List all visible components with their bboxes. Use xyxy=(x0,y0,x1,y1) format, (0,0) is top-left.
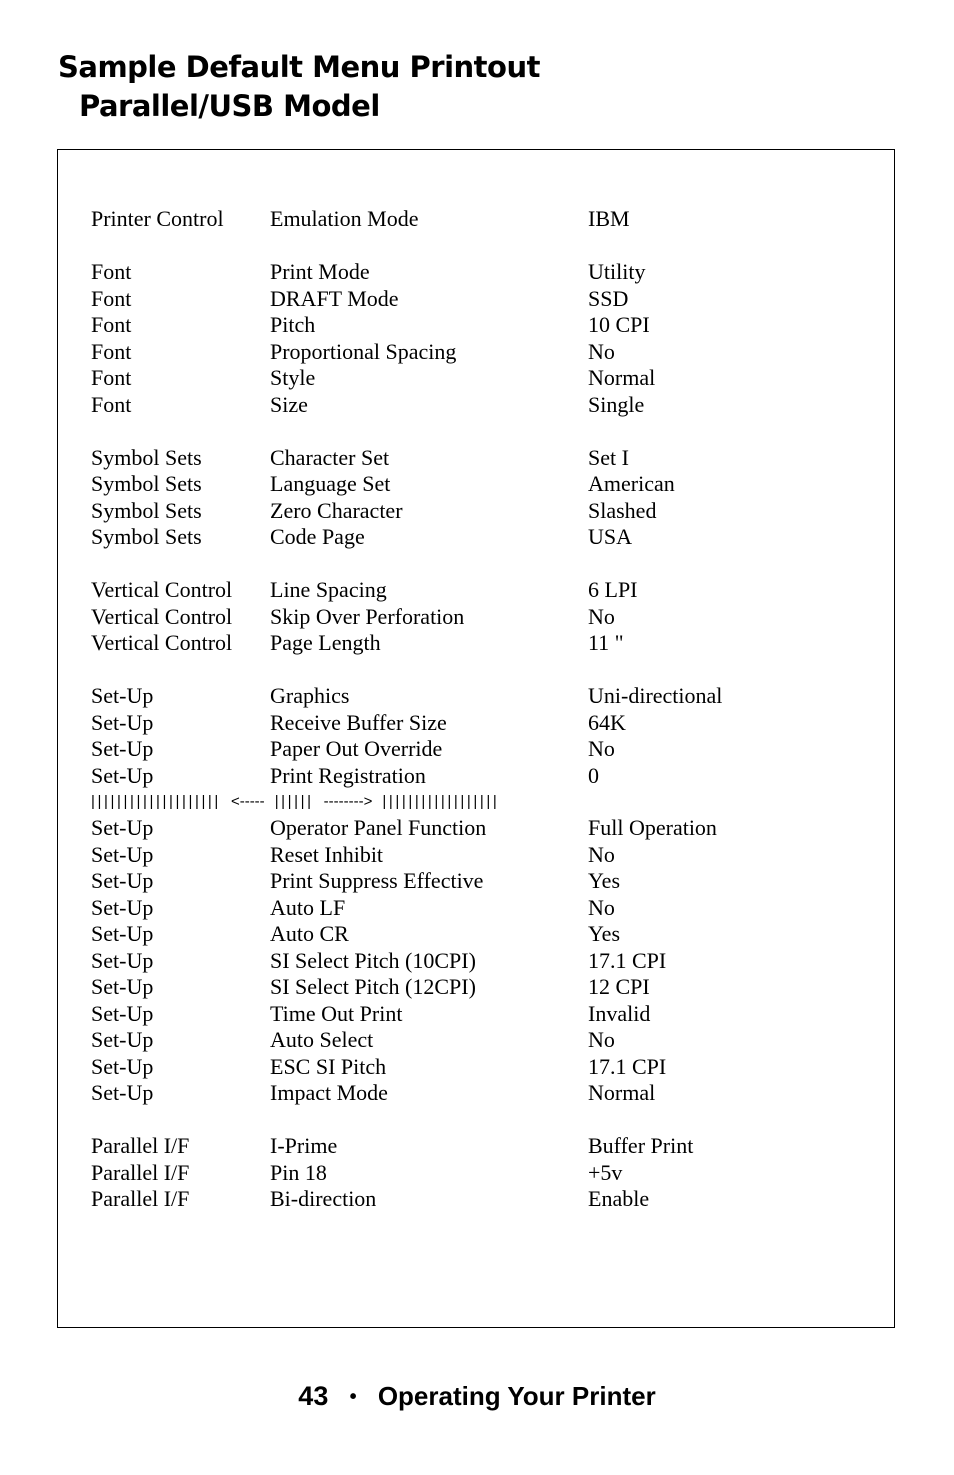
menu-value: Buffer Print xyxy=(588,1133,694,1158)
menu-category: Set-Up xyxy=(91,762,154,788)
menu-row xyxy=(91,524,881,551)
menu-value: USA xyxy=(588,524,633,549)
menu-item: ESC SI Pitch xyxy=(270,1053,387,1079)
menu-row xyxy=(91,471,881,498)
menu-value: Single xyxy=(588,391,645,417)
menu-category: Vertical Control xyxy=(91,603,233,629)
menu-row xyxy=(91,736,881,763)
menu-value: 10 CPI xyxy=(588,312,650,337)
menu-item: Reset Inhibit xyxy=(270,841,384,867)
menu-value: 17.1 CPI xyxy=(588,947,667,973)
menu-item: Skip Over Perforation xyxy=(270,603,465,629)
menu-value: +5v xyxy=(588,1159,623,1185)
menu-item: Print Registration xyxy=(270,762,426,788)
menu-row xyxy=(91,1080,881,1107)
menu-item: Impact Mode xyxy=(270,1080,388,1105)
menu-item: Print Mode xyxy=(270,259,370,284)
menu-value: Normal xyxy=(588,365,656,390)
menu-value: No xyxy=(588,841,615,867)
menu-category: Set-Up xyxy=(91,894,154,920)
menu-category: Font xyxy=(91,259,132,284)
menu-category: Set-Up xyxy=(91,709,154,735)
menu-item: Proportional Spacing xyxy=(270,338,457,364)
title-line-1: Sample Default Menu Printout xyxy=(58,50,540,84)
menu-value: 12 CPI xyxy=(588,974,650,999)
menu-item: Line Spacing xyxy=(270,577,387,602)
page-title xyxy=(58,48,540,126)
menu-item: Pin 18 xyxy=(270,1159,327,1185)
menu-category: Font xyxy=(91,312,132,337)
menu-row xyxy=(91,1054,881,1081)
divider-left-arrow: <----- xyxy=(230,793,265,810)
menu-value: 17.1 CPI xyxy=(588,1053,667,1079)
menu-category: Symbol Sets xyxy=(91,497,202,523)
menu-value: 6 LPI xyxy=(588,577,638,602)
menu-value: Yes xyxy=(588,868,621,893)
menu-value: Yes xyxy=(588,921,621,946)
menu-category: Parallel I/F xyxy=(91,1133,190,1158)
menu-value: Uni-directional xyxy=(588,683,723,708)
menu-category: Vertical Control xyxy=(91,630,233,655)
menu-row xyxy=(91,259,881,286)
menu-item: Language Set xyxy=(270,471,391,496)
menu-row xyxy=(91,445,881,472)
menu-category: Font xyxy=(91,391,132,417)
menu-row xyxy=(91,921,881,948)
menu-item: SI Select Pitch (10CPI) xyxy=(270,947,476,973)
menu-category: Set-Up xyxy=(91,1080,154,1105)
menu-item: Time Out Print xyxy=(270,1000,403,1026)
menu-item: Code Page xyxy=(270,524,365,549)
menu-row xyxy=(91,895,881,922)
menu-category: Set-Up xyxy=(91,1000,154,1026)
divider-right-bars: |||||||||||||||||| xyxy=(382,793,500,810)
menu-item: Emulation Mode xyxy=(270,206,419,231)
menu-category: Printer Control xyxy=(91,206,224,231)
divider-right-arrow: --------> xyxy=(323,793,373,810)
menu-value: No xyxy=(588,338,615,364)
menu-row xyxy=(91,815,881,842)
menu-item: Zero Character xyxy=(270,497,403,523)
menu-category: Set-Up xyxy=(91,868,154,893)
menu-value: Enable xyxy=(588,1186,650,1211)
menu-row xyxy=(91,312,881,339)
page-number: 43 xyxy=(298,1381,329,1411)
menu-value: American xyxy=(588,471,675,496)
menu-category: Vertical Control xyxy=(91,577,233,602)
menu-value: 64K xyxy=(588,709,626,735)
menu-category: Set-Up xyxy=(91,841,154,867)
menu-row xyxy=(91,392,881,419)
menu-value: No xyxy=(588,736,615,761)
menu-row xyxy=(91,1027,881,1054)
menu-category: Font xyxy=(91,365,132,390)
menu-settings-list xyxy=(91,206,881,1213)
menu-row xyxy=(91,763,881,790)
menu-row xyxy=(91,604,881,631)
menu-category: Symbol Sets xyxy=(91,471,202,496)
menu-item: Size xyxy=(270,391,308,417)
menu-row xyxy=(91,710,881,737)
menu-value: Normal xyxy=(588,1080,656,1105)
menu-row xyxy=(91,630,881,657)
menu-value: 11 " xyxy=(588,630,624,655)
menu-item: Auto LF xyxy=(270,894,346,920)
divider-left-bars: |||||||||||||||||||| xyxy=(91,793,221,810)
menu-item: Pitch xyxy=(270,312,316,337)
menu-row xyxy=(91,339,881,366)
menu-row xyxy=(91,974,881,1001)
menu-row xyxy=(91,1160,881,1187)
menu-item: DRAFT Mode xyxy=(270,285,399,311)
menu-printout-box xyxy=(57,149,895,1328)
menu-row xyxy=(91,868,881,895)
menu-category: Set-Up xyxy=(91,947,154,973)
menu-item: Paper Out Override xyxy=(270,736,443,761)
menu-item: Print Suppress Effective xyxy=(270,868,484,893)
menu-row xyxy=(91,206,881,233)
menu-category: Set-Up xyxy=(91,815,154,840)
menu-row xyxy=(91,683,881,710)
menu-item: SI Select Pitch (12CPI) xyxy=(270,974,476,999)
menu-item: Character Set xyxy=(270,444,390,470)
menu-category: Set-Up xyxy=(91,1027,154,1052)
menu-item: I-Prime xyxy=(270,1133,338,1158)
footer-section-title: Operating Your Printer xyxy=(377,1381,656,1411)
menu-item: Page Length xyxy=(270,630,381,655)
menu-item: Style xyxy=(270,365,316,390)
menu-item: Graphics xyxy=(270,683,350,708)
menu-row xyxy=(91,1133,881,1160)
menu-category: Symbol Sets xyxy=(91,524,202,549)
menu-value: Utility xyxy=(588,259,646,284)
menu-row xyxy=(91,577,881,604)
menu-row xyxy=(91,365,881,392)
menu-item: Operator Panel Function xyxy=(270,815,487,840)
menu-category: Set-Up xyxy=(91,683,154,708)
menu-value: SSD xyxy=(588,285,629,311)
menu-value: Slashed xyxy=(588,497,657,523)
menu-value: Invalid xyxy=(588,1000,651,1026)
divider-middle-bars: |||||| xyxy=(274,793,314,810)
menu-row xyxy=(91,948,881,975)
menu-row xyxy=(91,1001,881,1028)
title-line-2: Parallel/USB Model xyxy=(79,89,380,123)
menu-row xyxy=(91,286,881,313)
menu-value: Full Operation xyxy=(588,815,717,840)
menu-item: Receive Buffer Size xyxy=(270,709,447,735)
menu-value: Set I xyxy=(588,444,629,470)
menu-row xyxy=(91,1186,881,1213)
menu-category: Set-Up xyxy=(91,974,154,999)
menu-item: Auto Select xyxy=(270,1027,374,1052)
menu-row xyxy=(91,842,881,869)
menu-category: Parallel I/F xyxy=(91,1186,190,1211)
menu-category: Set-Up xyxy=(91,1053,154,1079)
menu-category: Font xyxy=(91,338,132,364)
menu-category: Set-Up xyxy=(91,921,154,946)
menu-category: Font xyxy=(91,285,132,311)
page-footer xyxy=(0,1378,954,1415)
menu-category: Set-Up xyxy=(91,736,154,761)
menu-category: Parallel I/F xyxy=(91,1159,190,1185)
menu-item: Bi-direction xyxy=(270,1186,377,1211)
menu-value: No xyxy=(588,894,615,920)
menu-value: 0 xyxy=(588,762,599,788)
menu-value: No xyxy=(588,603,615,629)
menu-row xyxy=(91,498,881,525)
menu-item: Auto CR xyxy=(270,921,349,946)
menu-category: Symbol Sets xyxy=(91,444,202,470)
footer-bullet: • xyxy=(349,1386,357,1408)
menu-value: No xyxy=(588,1027,615,1052)
menu-value: IBM xyxy=(588,206,630,231)
menu-divider-line xyxy=(91,789,881,815)
